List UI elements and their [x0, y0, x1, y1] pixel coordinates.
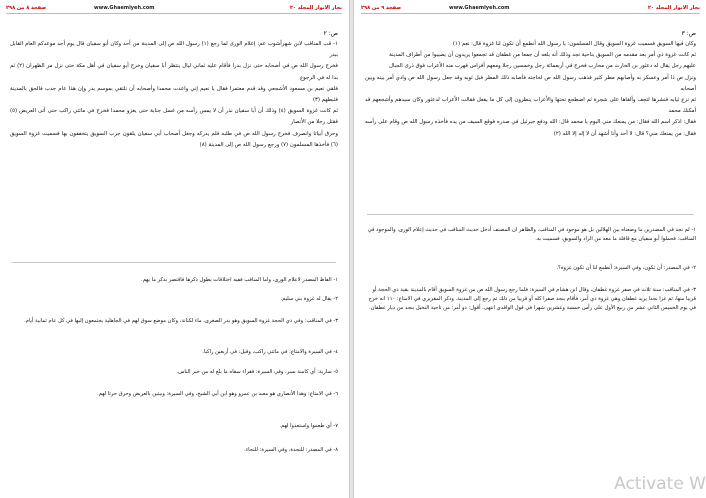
body-text — [10, 39, 338, 151]
body-paragraph: فخرج رسول الله ص في أصحابه حتى نزل بدرا فأقام عليه ثماني ليال ينتظر أبا سفيان وخرج أبو سفيان في أهل مكة حتى نزل مر الظهران (٢) ثم بدا له في الرجوع — [10, 63, 339, 81]
footnote: ٥- سارية: أي كامنة بسر، وفي السيرة: فقراء سقاه ما بلغ له من خبر الناس. — [176, 369, 338, 375]
header-page-label: صفحة ٩ من ٢٩٨ — [361, 5, 402, 11]
footnotes — [10, 276, 338, 476]
body-paragraph: ثم كانت غزوة السويق (٤) وذلك أن أبا سفيان نذر أن لا يمس رأسه من غسل جنابة حتى يغزو محمدا فخرج في مائتي راكب حتى أتى العريض (٥) فقتل رجلا من الأنصار — [10, 108, 338, 126]
footnote: ٣- في المناقب: سنة ثلاث في صفر غزوة غطفان، وقال ابن هشام في السيرة: فلما رجع رسول الله ص من غزوة السويق أقام بالمدينة بقية ذي الحجة أو قريبا منها، ثم غزا نجدا يريد غطفان وهي غزوة ذي أمر، فأقام بنجد صفرا كله أو قريبا من ذلك ثم رجع إلى المدينة. وذكر المقريزي في الامتاع: ١١٠ انه خرج في يوم الخميس الثاني عشر من ربيع الأول على رأس خمسة وعشرين شهرا في قول الواقدي انتهى. أقول: ذو أمر: من ناحية النخيل بنجد من ديار غطفان. — [368, 287, 696, 311]
right-page — [355, 0, 706, 498]
page-number: ص: ٣ — [681, 30, 696, 37]
footnote: ٦- في الامتاع: وهذا الأنصاري هو معبد بن عمرو وهو ابن أبي الشيخ، وفي السيرة: وبيتين بالعريض وحرق حرثا لهم. — [97, 391, 338, 397]
body-text — [365, 39, 696, 140]
page-divider — [349, 0, 354, 498]
page-number: ص: ٢ — [323, 30, 338, 37]
body-paragraph: ١- قب المناقب لابن شهرآشوب عم: إعلام الورى لما رجع (١) رسول الله ص إلى المدينة من أحد وكان أبو سفيان قال يوم أحد موعدكم العام القابل ببدر — [10, 41, 338, 59]
footnote: ٧- أي طعموا واستعدوا لهم. — [279, 423, 338, 429]
footnote: ١- لم نجد في المصدرين ما وضعناه بين الهلالين بل هو موجود في المناقب، والظاهر ان المصنف أدخل حديث المناقب في حديث إعلام الورى، والموجود في المناقب: فحملوا أبو سفيان مع قافلة ما معه من الزاد والسويق، فسميت به. — [367, 227, 696, 242]
header-page-label: صفحة ٨ من ٢٩٨ — [6, 5, 47, 11]
body-paragraph: وحرق أبياتا وانصرف فخرج رسول الله ص في طلبه فلم يدركه وجعل أصحاب أبي سفيان يلقون جرب السويق يتخففون بها فسميت غزوة السويق (٦) فأخذها المسلمون (٧) ورجع رسول الله ص إلى المدينة (٨) — [10, 130, 338, 148]
activate-watermark: Activate W — [614, 474, 706, 494]
body-paragraph: ثم نزع ثيابه فنشرها لتجف وألقاها على شجرة ثم اضطجع تحتها والأعراب ينظرون إلى كل ما يفعل فقالت الأعراب لدعثور وكان سيدهم وأشجعهم قد أمكنك محمد — [365, 97, 696, 115]
body-paragraph: فلقي نعيم بن مسعود الأشجعي وقد قدم معتمرا فقال يا نعيم إني واعدت محمدا وأصحابه أن نلتقي بموسم بدر وإن هذا عام جدب فالحق بالمدينة فثبطهم (٣) — [10, 85, 338, 104]
footnote: ٢- في المصدر: أن تكون، وفي السيرة: أنطمع لنا أن تكون غزوة؟. — [556, 265, 696, 271]
right-page-header — [361, 3, 700, 14]
footnote: ٣- في المناقب: وفي ذي الحجة غزوة السويق وهو بدر الصغرى، ماء لكنانة، وكان موضع سوق لهم في الجاهلية يجتمعون إليها في كل عام ثمانية أيام. — [24, 318, 338, 324]
left-page-header — [6, 3, 342, 14]
footnote: ٤- في السيرة والامتاع: في مائتي راكب، وقيل: في أربعين راكبا. — [202, 349, 338, 355]
body-paragraph: فقال: اذكر اسم الله فقال: من يمنعك مني اليوم يا محمد قال: الله ودفع جبرئيل في صدره فوقع السيف من يده فأخذه رسول الله ص وقام على رأسه فقال: من يمنعك مني؟ قال: لا أحد وأنا أشهد أن لا إله إلا الله (٢) — [365, 119, 696, 137]
body-paragraph: ونزل ص ذا أمر وعسكر به وأصابهم مطر كثير فذهب رسول الله ص لحاجته فأصابه ذلك المطر فبل ثوبه وقد جعل رسول الله ص وادي أمر بينه وبين أصحابه — [365, 74, 696, 92]
body-paragraph: ثم كانت غزوة ذي أمر بعد مقدمه من السويق بناحية نجد وذلك أنه بلغه أن جمعا من غطفان قد تجمعوا يريدون أن يصيبوا من أطراف المدينة — [389, 52, 696, 59]
body-paragraph: وكان فيها السويق فسميت غزوة السويق وقال المسلمون: يا رسول الله أنطمع أن تكون لنا غزوة قال: نعم (١) — [452, 41, 696, 47]
left-page — [0, 0, 348, 498]
footnote-separator — [367, 214, 694, 215]
header-book-title: بحار الانوار المجلد ٢٠ — [647, 5, 700, 11]
body-paragraph: عليهم رجل يقال له دعثور بن الحارث من محارب فخرج في أربعمائة رجل وخمسين رجلا ومعهم أفراس فهرب منه الأعراب فوق ذرى الجبال — [389, 63, 696, 70]
footnote: ٢- يقال له غزوة بني سليم. — [280, 296, 338, 302]
header-book-title: بحار الانوار المجلد ٢٠ — [289, 5, 342, 11]
footnote-separator — [12, 262, 336, 263]
footnote: ١- الفاظ المصدر لاعلام الورى، واما المناقب ففيه اختلافات يطول ذكرها فاقتصر بذكر ما يهم. — [141, 277, 338, 283]
footnote: ٨- في المصدر: للنجدة، وفي السيرة: للنجاء. — [244, 447, 338, 453]
header-site[interactable]: www.Ghaemiyeh.com — [94, 5, 155, 11]
footnotes — [365, 226, 696, 346]
header-site[interactable]: www.Ghaemiyeh.com — [449, 5, 510, 11]
